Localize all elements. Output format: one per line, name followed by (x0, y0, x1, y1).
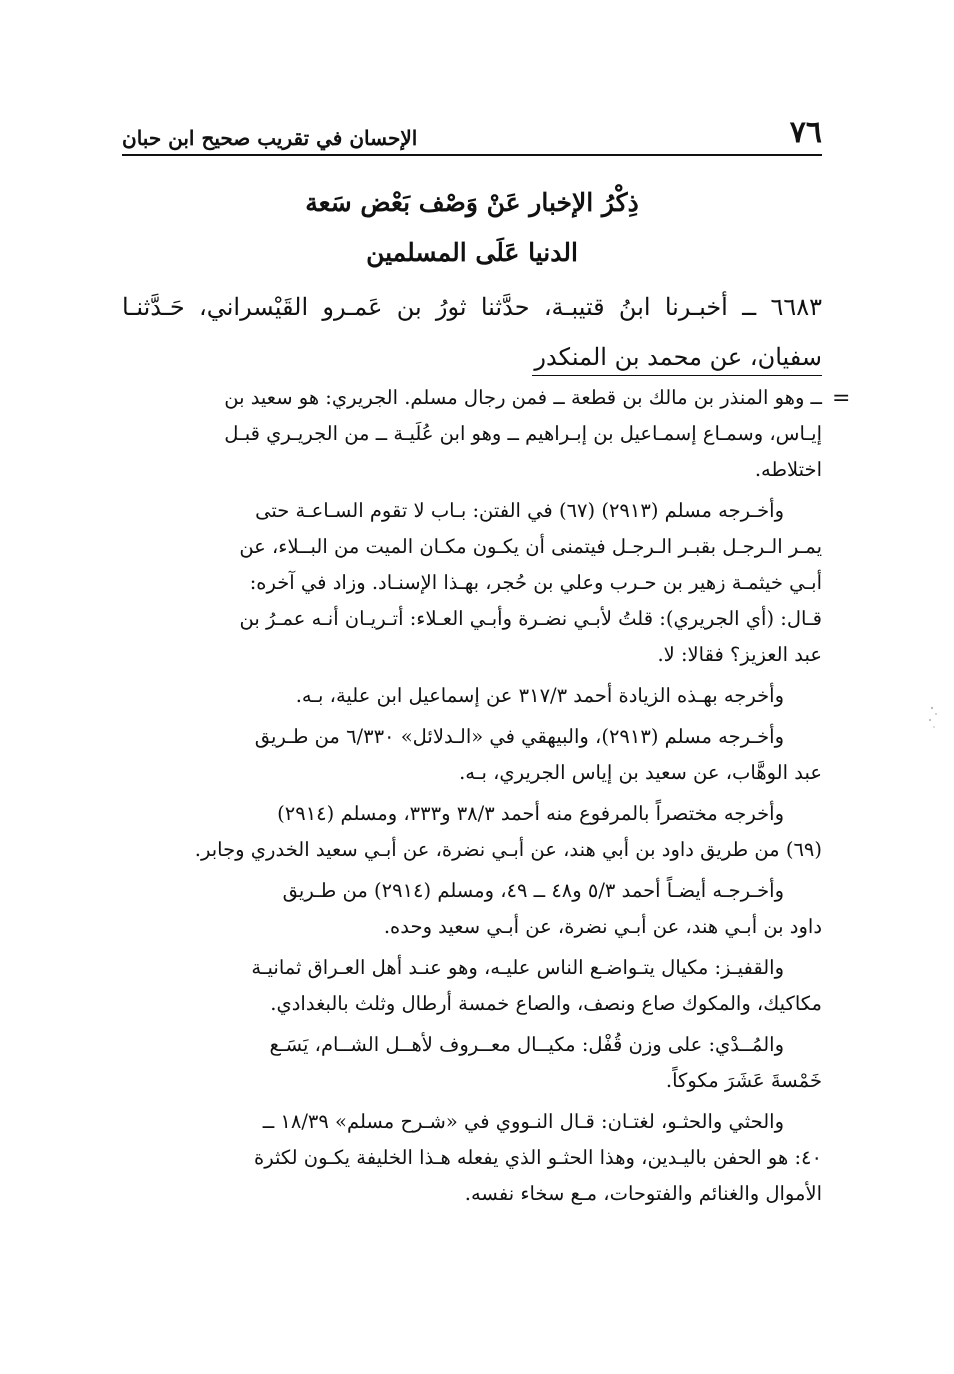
footnote-separator (532, 375, 822, 376)
footnote-line: عبد الوهَّاب، عن سعيد بن إياس الجريري، بـه. (459, 761, 822, 784)
footnote-line: مكاكيك، والمكوك صاع ونصف، والصاع خمسة أرطال وثلث بالبغدادي. (270, 992, 822, 1015)
footnote-line: إيـاس، وسمـاع إسمـاعيل بن إبـراهيم ــ وهو ابن عُلَيـة ــ من الجريـري قبـل (224, 422, 822, 445)
scan-artifact-marks (912, 700, 952, 740)
chapter-heading-line: ذِكْرُ الإخبار عَنْ وَصْف بَعْض سَعة (305, 188, 639, 217)
footnote-line: (٦٩) من طريق داود بن أبي هند، عن أبـي نضرة، عن أبـي سعيد الخدري وجابر. (194, 838, 822, 861)
footnote-line: عبد العزيز؟ فقالا: لا. (657, 643, 822, 666)
running-header (122, 108, 822, 156)
footnote-line: وأخرجه مختصراً بالمرفوع منه أحمد ٣٨/٣ و٣٣٣، ومسلم (٢٩١٤) (277, 802, 784, 825)
footnote-line: والقفيـز: مكيال يتـواضـع الناس عليـه، وهو عنـد أهل العـراق ثمانيـة (251, 956, 784, 979)
footnote-line: قـال: (أي الجريري): قلتُ لأبـي نضـرة وأبـي العـلاء: أتـريـان أنـه عمـرُ بن (239, 607, 822, 630)
footnote-line: يمـر الـرجـل بقبـر الـرجـل فيتمنى أن يكـون مكـان الميت من البــلاء، عن (239, 535, 822, 558)
footnote-paragraph (130, 796, 822, 868)
footnote-paragraph (130, 950, 822, 1022)
footnote-line: ــ وهو المنذر بن مالك بن قطعة ــ فمن رجال مسلم. الجريري: هو سعيد بن (224, 386, 822, 409)
chapter-heading (122, 178, 822, 278)
footnote-paragraph (130, 1027, 822, 1099)
footnote-line: اختلاطه. (754, 458, 822, 481)
footnote-line: والمُــدْي: على وزن قُفْل: مكيــال معــروف لأهــل الشــام، يَسَـع (269, 1033, 784, 1056)
footnote-line: خَمْسةَ عَشَرَ مكوكاً. (665, 1069, 822, 1092)
hadith-line: سفيان، عن محمد بن المنكدر (534, 343, 822, 371)
hadith-text (122, 282, 822, 382)
footnote-paragraph (130, 873, 822, 945)
footnote-continuation-mark: = (832, 386, 851, 411)
footnote-paragraph (130, 493, 822, 673)
footnote-line: داود بن أبـي هند، عن أبـي نضرة، عن أبـي سعيد وحده. (383, 915, 822, 938)
footnotes (130, 380, 822, 1217)
footnote-line: أبـي خيثمـة زهير بن حـرب وعلي بن حُجر، بهـذا الإسنـاد. وزاد في آخره: (249, 571, 822, 594)
footnote-paragraph (130, 678, 822, 714)
footnote-paragraph (130, 719, 822, 791)
footnote-line: وأخرجه بهـذه الزيادة أحمد ٣١٧/٣ عن إسماعيل ابن علية، بـه. (295, 684, 784, 707)
footnote-line: وأخـرجه مسلم (٢٩١٣) (٦٧) في الفتن: بـاب لا تقوم السـاعـة حتى (255, 499, 784, 522)
footnote-line: ٤٠: هو الحفن باليـدين، وهذا الحثـو الذي يفعله هـذا الخليفة يكـون لكثرة (254, 1146, 822, 1169)
footnote-paragraph (130, 380, 822, 488)
footnote-line: والحثي والحثـو، لغتـان: قـال النـووي في «شـرح مسلم» ١٨/٣٩ ــ (262, 1110, 784, 1133)
footnote-line: وأخـرجـه أيضـاً أحمد ٥/٣ و٤٨ ــ ٤٩، ومسلم (٢٩١٤) من طـريق (282, 879, 784, 902)
hadith-line: ٦٦٨٣ ــ أخبـرنا ابنُ قتيبـة، حدَّثنا ثورُ بن عَمـرو القَيْسراني، حَـدَّثنـا (122, 293, 822, 321)
footnote-line: الأموال والغنائم والفتوحات، مـع سخاء نفسه. (464, 1182, 822, 1205)
chapter-heading-line: الدنيا عَلَى المسلمين (366, 238, 578, 267)
page-number: ٧٦ (789, 115, 822, 150)
book-title: الإحسان في تقريب صحيح ابن حبان (122, 126, 418, 150)
footnote-paragraph (130, 1104, 822, 1212)
footnote-line: وأخـرجه مسلم (٢٩١٣)، والبيهقي في «الـدلائل» ٦/٣٣٠ من طـريق (254, 725, 784, 748)
